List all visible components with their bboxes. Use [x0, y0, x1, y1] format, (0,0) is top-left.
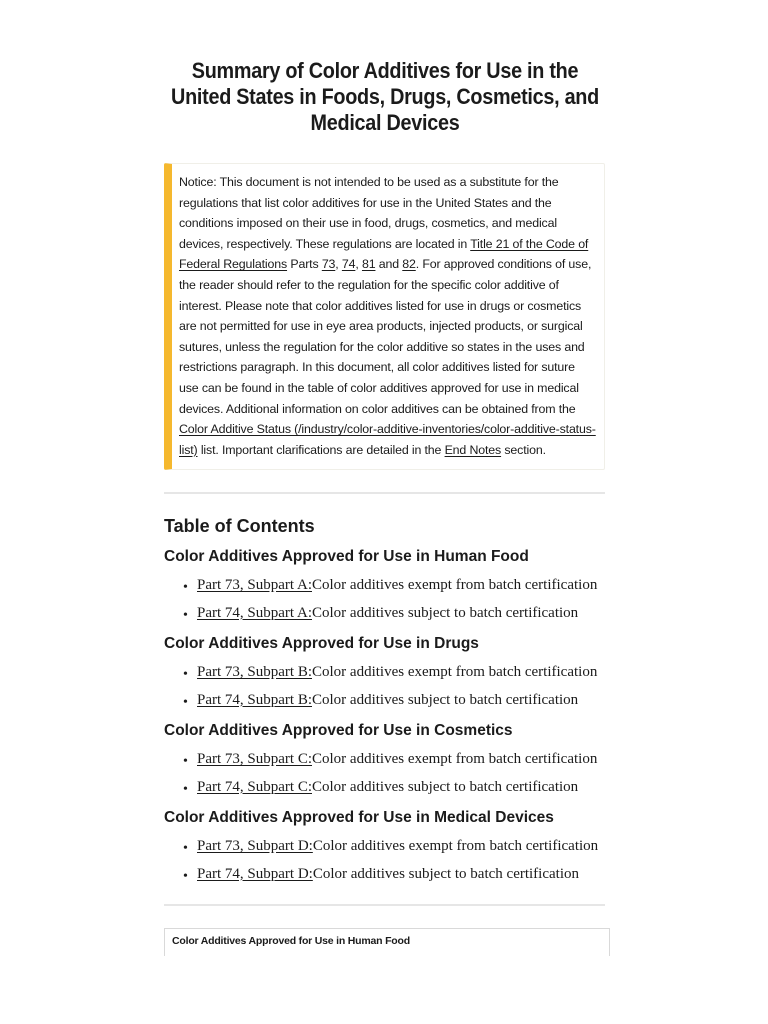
toc-list — [164, 571, 605, 626]
part-73-link[interactable]: 73 — [321, 257, 336, 272]
notice-separator: , — [355, 257, 362, 272]
toc-item-description: Color additives exempt from batch certification — [312, 838, 599, 855]
toc-item-description: Color additives exempt from batch certification — [312, 577, 598, 594]
toc-list-item — [164, 599, 605, 627]
toc-list-item — [164, 860, 605, 888]
toc-item-description: Color additives subject to batch certification — [312, 778, 579, 795]
toc-list-item — [164, 658, 605, 686]
bullet: • — [183, 754, 188, 770]
bullet: • — [183, 667, 188, 683]
notice-text: . For approved conditions of use, the reader should refer to the regulation for the specific color additive of interest. Please note that color additives listed for use in drugs or cosmetics are not permitted for use in eye area products, injected products, or surgical sutures, unless the regulation for the color additive so states in the uses and restrictions paragraph. In this document, all color additives listed for suture use can be found in the table of color additives approved for use in medical devices. Additional information on color additives can be obtained from the — [179, 257, 592, 416]
toc-section-title: Color Additives Approved for Use in Medical Devices — [164, 809, 554, 827]
toc-section-title: Color Additives Approved for Use in Human Food — [164, 548, 529, 566]
toc-section-drugs — [164, 634, 605, 713]
cfr-link[interactable]: Title 21 of the Code of Federal Regulations — [179, 236, 589, 272]
toc-heading: Table of Contents — [164, 516, 315, 537]
divider — [164, 492, 605, 494]
toc-section-medical-devices — [164, 808, 605, 887]
notice-separator: and — [375, 257, 403, 272]
toc-section-human-food — [164, 547, 605, 626]
bullet: • — [183, 868, 188, 884]
toc-link[interactable]: Part 73, Subpart B: — [197, 664, 312, 681]
notice-text: list. Important clarifications are detailed in the — [197, 442, 445, 457]
toc-list — [164, 658, 605, 713]
toc-list — [164, 745, 605, 800]
toc-item-description: Color additives subject to batch certification — [312, 865, 579, 882]
toc-section-title: Color Additives Approved for Use in Drugs — [164, 635, 479, 653]
bullet: • — [183, 694, 188, 710]
toc-link[interactable]: Part 74, Subpart C: — [197, 778, 312, 795]
toc-link[interactable]: Part 73, Subpart D: — [197, 838, 313, 855]
toc-list-item — [164, 686, 605, 714]
toc-list — [164, 832, 605, 887]
notice-text: Parts — [287, 257, 322, 272]
toc-link[interactable]: Part 74, Subpart D: — [197, 865, 313, 882]
part-74-link[interactable]: 74 — [341, 257, 356, 272]
end-notes-link[interactable]: End Notes — [444, 442, 502, 457]
notice-separator: , — [335, 257, 342, 272]
toc-section-title: Color Additives Approved for Use in Cosmetics — [164, 722, 513, 740]
color-additives-table — [164, 928, 610, 956]
part-81-link[interactable]: 81 — [361, 257, 376, 272]
bullet: • — [183, 781, 188, 797]
toc-item-description: Color additives exempt from batch certification — [312, 751, 598, 768]
bullet: • — [183, 580, 188, 596]
bullet: • — [183, 607, 188, 623]
page-title: Summary of Color Additives for Use in the United States in Foods, Drugs, Cosmetics, and Medical Devices — [171, 58, 599, 135]
divider — [164, 904, 605, 906]
notice-box — [164, 163, 605, 470]
toc-list-item — [164, 745, 605, 773]
toc-item-description: Color additives exempt from batch certification — [312, 664, 598, 681]
main-content — [164, 58, 605, 956]
toc-item-description: Color additives subject to batch certification — [312, 604, 579, 621]
toc-link[interactable]: Part 73, Subpart C: — [197, 751, 312, 768]
part-82-link[interactable]: 82 — [402, 257, 416, 272]
color-additive-status-link[interactable]: Color Additive Status (/industry/color-additive-inventories/color-additive-status-list) — [179, 422, 596, 457]
toc-list-item — [164, 832, 605, 860]
toc-section-cosmetics — [164, 721, 605, 800]
toc-link[interactable]: Part 74, Subpart B: — [197, 691, 312, 708]
toc-link[interactable]: Part 74, Subpart A: — [197, 604, 312, 621]
toc-list-item — [164, 571, 605, 599]
table-caption: Color Additives Approved for Use in Human Food — [172, 935, 410, 948]
notice-text: section. — [501, 442, 546, 457]
toc-item-description: Color additives subject to batch certification — [312, 691, 579, 708]
notice-text: Notice: This document is not intended to be used as a substitute for the regulations that list color additives for use in the United States and the conditions imposed on their use in food, drugs, cosmetics, and medical devices, respectively. These regulations are located in — [179, 175, 559, 251]
bullet: • — [183, 841, 188, 857]
toc-list-item — [164, 773, 605, 801]
toc-link[interactable]: Part 73, Subpart A: — [197, 577, 312, 594]
